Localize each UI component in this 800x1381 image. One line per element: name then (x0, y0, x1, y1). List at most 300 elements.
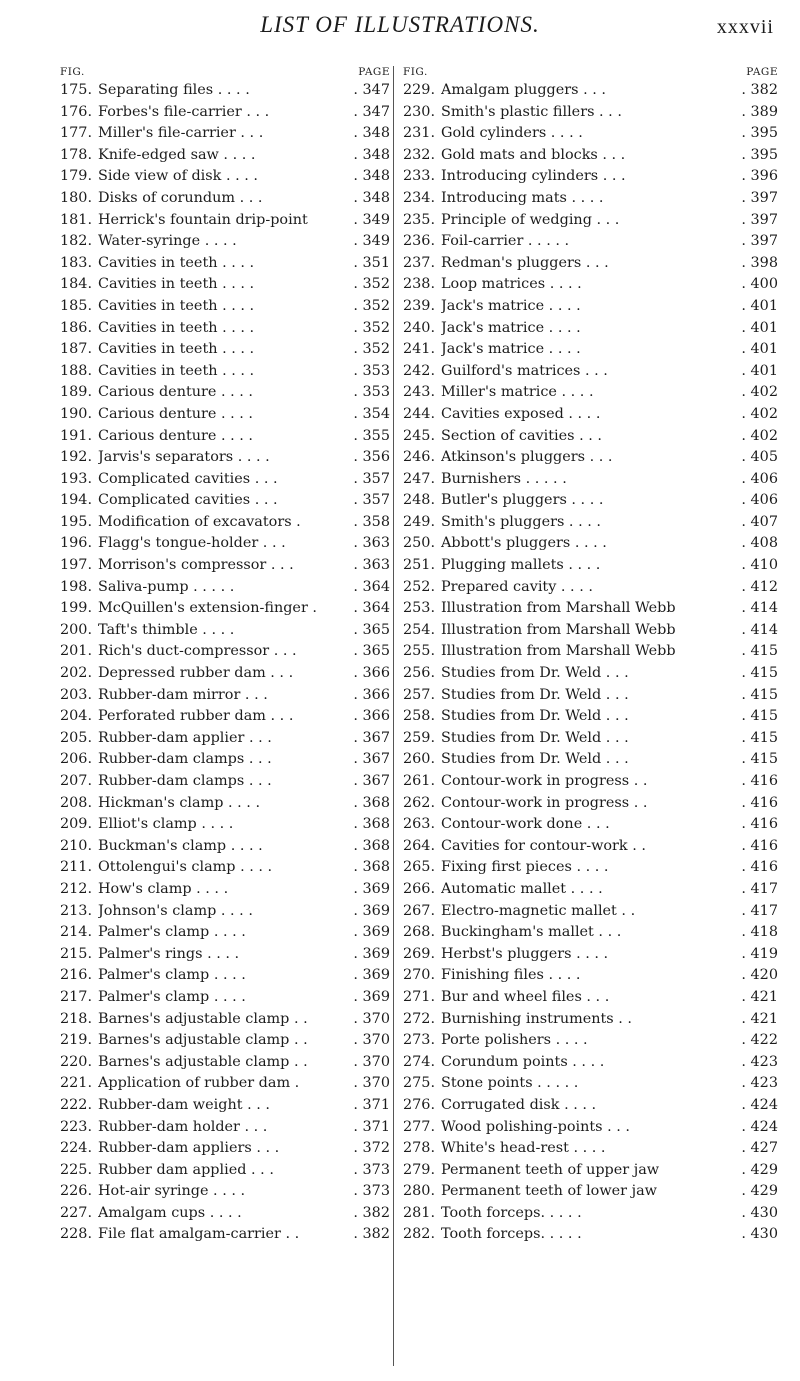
figure-title: Carious denture . . . . (98, 427, 254, 444)
fig-number: 204. (60, 708, 93, 725)
figure-title: Permanent teeth of lower jaw (441, 1183, 657, 1200)
list-item (60, 663, 390, 685)
page-header: PAGE (358, 66, 390, 78)
fig-number: 192. (60, 449, 93, 466)
list-item (403, 1073, 778, 1095)
page-ref: . 355 (353, 427, 390, 444)
fig-number: 268. (403, 924, 436, 941)
fig-number: 228. (60, 1226, 93, 1243)
fig-number: 202. (60, 665, 93, 682)
page-ref: . 406 (741, 470, 778, 487)
figure-title: Jack's matrice . . . . (441, 297, 581, 314)
page-ref: . 397 (741, 233, 778, 250)
page-ref: . 395 (741, 146, 778, 163)
fig-number: 253. (403, 600, 436, 617)
page-ref: . 368 (353, 794, 390, 811)
figure-title: Cavities in teeth . . . . (98, 254, 255, 271)
figure-title: Cavities exposed . . . . (441, 405, 601, 422)
page-ref: . 364 (353, 578, 390, 595)
fig-number: 230. (403, 103, 436, 120)
figure-title: White's head-rest . . . . (441, 1140, 606, 1157)
list-item (403, 447, 778, 469)
figure-title: Carious denture . . . . (98, 384, 254, 401)
fig-number: 256. (403, 665, 436, 682)
figure-title: Perforated rubber dam . . . (98, 708, 294, 725)
figure-title: Buckingham's mallet . . . (441, 924, 622, 941)
page-ref: . 410 (741, 557, 778, 574)
fig-number: 218. (60, 1010, 93, 1027)
figure-title: Abbott's pluggers . . . . (441, 535, 607, 552)
list-item (403, 879, 778, 901)
fig-number: 194. (60, 492, 93, 509)
list-item (403, 426, 778, 448)
fig-number: 209. (60, 816, 93, 833)
fig-number: 215. (60, 945, 93, 962)
page-ref: . 367 (353, 729, 390, 746)
list-item (60, 987, 390, 1009)
page-ref: . 347 (353, 82, 390, 98)
page-ref: . 430 (741, 1226, 778, 1243)
page-ref: . 402 (741, 384, 778, 401)
list-item (60, 426, 390, 448)
figure-title: Palmer's clamp . . . . (98, 988, 246, 1005)
figure-title: Palmer's clamp . . . . (98, 967, 246, 984)
list-item (403, 749, 778, 771)
figure-title: Automatic mallet . . . . (441, 880, 603, 897)
page-ref: . 357 (353, 492, 390, 509)
fig-number: 212. (60, 880, 93, 897)
list-item (60, 102, 390, 124)
fig-number: 223. (60, 1118, 93, 1135)
figure-title: Miller's file-carrier . . . (98, 125, 264, 142)
figure-title: Loop matrices . . . . (441, 276, 582, 293)
figure-title: Hot-air syringe . . . . (98, 1183, 246, 1200)
figure-title: Jack's matrice . . . . (441, 341, 581, 358)
list-item (60, 533, 390, 555)
fig-number: 207. (60, 773, 93, 789)
fig-number: 227. (60, 1204, 93, 1221)
list-item (60, 512, 390, 534)
page-ref: . 400 (741, 276, 778, 293)
fig-number: 240. (403, 319, 436, 336)
fig-number: 281. (403, 1204, 436, 1221)
list-item (403, 598, 778, 620)
list-item (60, 145, 390, 167)
page-ref: . 348 (353, 125, 390, 142)
fig-number: 271. (403, 988, 436, 1005)
page-ref: . 369 (353, 945, 390, 962)
list-item (403, 361, 778, 383)
page-ref: . 397 (741, 211, 778, 228)
list-item (60, 1117, 390, 1139)
list-item (403, 1138, 778, 1160)
list-item (403, 339, 778, 361)
left-column (60, 60, 390, 1246)
figure-title: Saliva-pump . . . . . (98, 578, 235, 595)
page-ref: . 367 (353, 751, 390, 768)
figure-title: Cavities in teeth . . . . (98, 341, 255, 358)
figure-title: Rubber-dam clamps . . . (98, 773, 272, 789)
page-ref: . 414 (741, 600, 778, 617)
list-item (403, 1181, 778, 1203)
page-ref: . 416 (741, 794, 778, 811)
figure-title: Forbes's file-carrier . . . (98, 103, 270, 120)
page-ref: . 363 (353, 535, 390, 552)
fig-number: 190. (60, 405, 93, 422)
figure-title: Palmer's rings . . . . (98, 945, 240, 962)
fig-number: 280. (403, 1183, 436, 1200)
fig-number: 183. (60, 254, 93, 271)
fig-number: 269. (403, 945, 436, 962)
list-item (60, 641, 390, 663)
fig-number: 181. (60, 211, 93, 228)
page-ref: . 349 (353, 233, 390, 250)
page-ref: . 402 (741, 405, 778, 422)
page-ref: . 421 (741, 1010, 778, 1027)
list-item (403, 987, 778, 1009)
list-item (403, 771, 778, 793)
figure-title: Depressed rubber dam . . . (98, 665, 294, 682)
list-item (60, 965, 390, 987)
page-ref: . 406 (741, 492, 778, 509)
fig-number: 191. (60, 427, 93, 444)
list-item (60, 339, 390, 361)
figure-title: Cavities in teeth . . . . (98, 362, 255, 379)
page-ref: . 415 (741, 643, 778, 660)
page-ref: . 415 (741, 751, 778, 768)
page-ref: . 366 (353, 708, 390, 725)
figure-title: Carious denture . . . . (98, 405, 254, 422)
list-item (403, 1009, 778, 1031)
right-column (403, 60, 778, 1246)
page-ref: . 407 (741, 513, 778, 530)
figure-title: Rubber-dam holder . . . (98, 1118, 268, 1135)
fig-number: 182. (60, 233, 93, 250)
list-item (60, 1052, 390, 1074)
page-ref: . 415 (741, 708, 778, 725)
page-ref: . 370 (353, 1053, 390, 1070)
list-item (403, 1224, 778, 1246)
figure-title: Illustration from Marshall Webb (441, 621, 676, 638)
figure-title: Illustration from Marshall Webb (441, 600, 676, 617)
list-item (60, 620, 390, 642)
page-ref: . 369 (353, 924, 390, 941)
page-ref: . 427 (741, 1140, 778, 1157)
page-ref: . 416 (741, 837, 778, 854)
list-item (403, 1095, 778, 1117)
figure-title: Rubber-dam clamps . . . (98, 751, 272, 768)
figure-title: Jarvis's separators . . . . (98, 449, 270, 466)
fig-number: 220. (60, 1053, 93, 1070)
figure-title: Palmer's clamp . . . . (98, 924, 246, 941)
page-ref: . 430 (741, 1204, 778, 1221)
fig-number: 273. (403, 1032, 436, 1049)
figure-title: Johnson's clamp . . . . (98, 902, 253, 919)
page-ref: . 364 (353, 600, 390, 617)
page-ref: . 408 (741, 535, 778, 552)
page-ref: . 401 (741, 362, 778, 379)
fig-number: 201. (60, 643, 93, 660)
figure-title: Studies from Dr. Weld . . . (441, 708, 629, 725)
figure-title: Finishing files . . . . (441, 967, 581, 984)
fig-number: 282. (403, 1226, 436, 1243)
list-item (403, 663, 778, 685)
figure-title: Buckman's clamp . . . . (98, 837, 263, 854)
list-item (403, 965, 778, 987)
page-ref: . 368 (353, 837, 390, 854)
page-ref: . 423 (741, 1075, 778, 1092)
figure-title: Porte polishers . . . . (441, 1032, 588, 1049)
page-ref: . 366 (353, 665, 390, 682)
page-ref: . 356 (353, 449, 390, 466)
left-column-header (60, 60, 390, 80)
page-ref: . 416 (741, 859, 778, 876)
figure-title: Guilford's matrices . . . (441, 362, 608, 379)
fig-number: 231. (403, 125, 436, 142)
list-item (60, 944, 390, 966)
page-ref: . 421 (741, 988, 778, 1005)
figure-title: Separating files . . . . (98, 82, 250, 98)
figure-title: Rubber-dam weight . . . (98, 1096, 270, 1113)
list-item (60, 318, 390, 340)
page-ref: . 402 (741, 427, 778, 444)
column-divider (393, 66, 394, 1366)
figure-title: Wood polishing-points . . . (441, 1118, 630, 1135)
list-item (403, 555, 778, 577)
list-item (403, 318, 778, 340)
fig-number: 272. (403, 1010, 436, 1027)
fig-number: 261. (403, 773, 436, 789)
list-item (403, 728, 778, 750)
fig-number: 243. (403, 384, 436, 401)
fig-number: 176. (60, 103, 93, 120)
list-item (60, 857, 390, 879)
figure-title: Gold mats and blocks . . . (441, 146, 626, 163)
list-item (403, 210, 778, 232)
page-ref: . 372 (353, 1140, 390, 1157)
figure-title: Tooth forceps. . . . . (441, 1204, 582, 1221)
figure-title: Jack's matrice . . . . (441, 319, 581, 336)
fig-number: 250. (403, 535, 436, 552)
list-item (403, 641, 778, 663)
list-item (403, 901, 778, 923)
page-ref: . 395 (741, 125, 778, 142)
figure-title: Cavities in teeth . . . . (98, 276, 255, 293)
fig-number: 211. (60, 859, 93, 876)
page-ref: . 414 (741, 621, 778, 638)
figure-title: Taft's thimble . . . . (98, 621, 235, 638)
list-item (60, 1009, 390, 1031)
figure-title: Barnes's adjustable clamp . . (98, 1010, 308, 1027)
page-ref: . 366 (353, 686, 390, 703)
list-item (60, 253, 390, 275)
fig-number: 210. (60, 837, 93, 854)
fig-number: 193. (60, 470, 93, 487)
list-item (403, 1052, 778, 1074)
list-item (60, 296, 390, 318)
fig-number: 180. (60, 189, 93, 206)
page-ref: . 401 (741, 297, 778, 314)
page-ref: . 368 (353, 859, 390, 876)
fig-number: 238. (403, 276, 436, 293)
list-item (60, 490, 390, 512)
fig-number: 237. (403, 254, 436, 271)
page-ref: . 382 (741, 82, 778, 98)
list-item (403, 382, 778, 404)
page-ref: . 369 (353, 902, 390, 919)
list-item (403, 1030, 778, 1052)
fig-number: 195. (60, 513, 93, 530)
figure-title: Barnes's adjustable clamp . . (98, 1053, 308, 1070)
list-item (60, 555, 390, 577)
fig-number: 242. (403, 362, 436, 379)
list-item (60, 1073, 390, 1095)
fig-number: 235. (403, 211, 436, 228)
list-item (403, 274, 778, 296)
figure-title: Morrison's compressor . . . (98, 557, 294, 574)
page-ref: . 370 (353, 1032, 390, 1049)
page-ref: . 417 (741, 902, 778, 919)
fig-number: 264. (403, 837, 436, 854)
page-ref: . 351 (353, 254, 390, 271)
fig-number: 198. (60, 578, 93, 595)
fig-number: 214. (60, 924, 93, 941)
page-ref: . 371 (353, 1096, 390, 1113)
fig-number: 270. (403, 967, 436, 984)
list-item (403, 296, 778, 318)
figure-title: Introducing cylinders . . . (441, 168, 626, 185)
page-ref: . 382 (353, 1204, 390, 1221)
fig-number: 248. (403, 492, 436, 509)
fig-number: 234. (403, 189, 436, 206)
page-ref: . 373 (353, 1183, 390, 1200)
page-ref: . 424 (741, 1096, 778, 1113)
page-ref: . 368 (353, 816, 390, 833)
figure-title: Complicated cavities . . . (98, 470, 278, 487)
page-ref: . 354 (353, 405, 390, 422)
fig-number: 175. (60, 82, 93, 98)
list-item (60, 1095, 390, 1117)
page-ref: . 416 (741, 773, 778, 789)
list-item (60, 469, 390, 491)
figure-title: Rubber-dam mirror . . . (98, 686, 268, 703)
figure-title: Studies from Dr. Weld . . . (441, 729, 629, 746)
fig-number: 208. (60, 794, 93, 811)
list-item (403, 123, 778, 145)
fig-number: 197. (60, 557, 93, 574)
figure-title: Atkinson's pluggers . . . (441, 449, 613, 466)
page-title: LIST OF ILLUSTRATIONS. (260, 12, 540, 37)
fig-number: 236. (403, 233, 436, 250)
page-ref: . 418 (741, 924, 778, 941)
list-item (403, 80, 778, 102)
list-item (60, 1203, 390, 1225)
figure-title: Corundum points . . . . (441, 1053, 605, 1070)
page-ref: . 353 (353, 384, 390, 401)
page-ref: . 352 (353, 276, 390, 293)
list-item (403, 944, 778, 966)
fig-number: 276. (403, 1096, 436, 1113)
fig-number: 225. (60, 1161, 93, 1178)
page-ref: . 352 (353, 297, 390, 314)
list-item (60, 447, 390, 469)
list-item (403, 1160, 778, 1182)
list-item (60, 577, 390, 599)
list-item (60, 749, 390, 771)
fig-number: 267. (403, 902, 436, 919)
left-entry-list (60, 80, 390, 1246)
page-ref: . 349 (353, 211, 390, 228)
fig-number: 254. (403, 621, 436, 638)
figure-title: Prepared cavity . . . . (441, 578, 593, 595)
list-item (403, 490, 778, 512)
figure-title: Flagg's tongue-holder . . . (98, 535, 286, 552)
list-item (403, 404, 778, 426)
page-ref: . 429 (741, 1183, 778, 1200)
list-item (60, 1224, 390, 1246)
fig-number: 188. (60, 362, 93, 379)
fig-number: 275. (403, 1075, 436, 1092)
list-item (403, 469, 778, 491)
page-header: PAGE (746, 66, 778, 78)
page-ref: . 416 (741, 816, 778, 833)
fig-number: 221. (60, 1075, 93, 1092)
fig-number: 196. (60, 535, 93, 552)
figure-title: Complicated cavities . . . (98, 492, 278, 509)
figure-title: Rubber dam applied . . . (98, 1161, 274, 1178)
figure-title: Hickman's clamp . . . . (98, 794, 261, 811)
list-item (60, 922, 390, 944)
page-ref: . 415 (741, 686, 778, 703)
running-header (0, 12, 800, 48)
list-item (60, 836, 390, 858)
list-item (60, 274, 390, 296)
page-ref: . 412 (741, 578, 778, 595)
figure-title: Rubber-dam appliers . . . (98, 1140, 280, 1157)
page-ref: . 422 (741, 1032, 778, 1049)
fig-number: 244. (403, 405, 436, 422)
list-item (403, 1203, 778, 1225)
fig-number: 246. (403, 449, 436, 466)
page-ref: . 382 (353, 1226, 390, 1243)
fig-number: 252. (403, 578, 436, 595)
list-item (403, 857, 778, 879)
list-item (403, 102, 778, 124)
fig-number: 184. (60, 276, 93, 293)
page-ref: . 348 (353, 189, 390, 206)
figure-title: Contour-work done . . . (441, 816, 610, 833)
figure-title: Tooth forceps. . . . . (441, 1226, 582, 1243)
list-item (403, 166, 778, 188)
figure-title: Cavities in teeth . . . . (98, 297, 255, 314)
list-item (403, 231, 778, 253)
fig-number: 216. (60, 967, 93, 984)
list-item (403, 836, 778, 858)
figure-title: Illustration from Marshall Webb (441, 643, 676, 660)
figure-title: Burnishers . . . . . (441, 470, 567, 487)
figure-title: Ottolengui's clamp . . . . (98, 859, 273, 876)
fig-number: 249. (403, 513, 436, 530)
page-ref: . 365 (353, 621, 390, 638)
figure-title: Fixing first pieces . . . . (441, 859, 609, 876)
list-item (60, 1160, 390, 1182)
fig-number: 179. (60, 168, 93, 185)
list-item (60, 123, 390, 145)
fig-number: 200. (60, 621, 93, 638)
list-item (403, 145, 778, 167)
figure-title: Electro-magnetic mallet . . (441, 902, 636, 919)
figure-title: Butler's pluggers . . . . (441, 492, 604, 509)
